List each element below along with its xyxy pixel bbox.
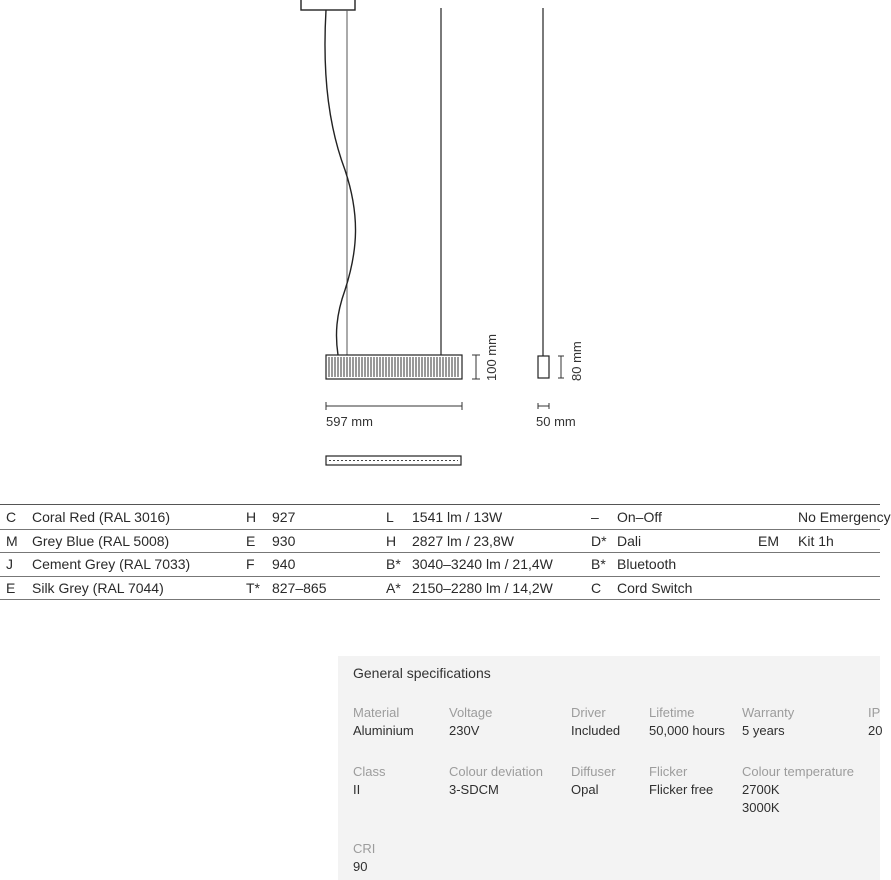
power-cord: [325, 10, 356, 355]
spec-value: II: [353, 782, 361, 797]
colour-code: E: [6, 579, 16, 596]
spec-diffuser: [571, 763, 616, 799]
spec-label: Material: [353, 705, 400, 720]
spec-label: Driver: [571, 705, 606, 720]
spec-value: 230V: [449, 723, 480, 738]
dim-width-tube: 50 mm: [536, 414, 576, 429]
output-value: 2150–2280 lm / 14,2W: [412, 579, 553, 596]
control-value: Bluetooth: [617, 556, 677, 572]
spec-voltage: [449, 704, 492, 740]
spec-value: 3-SDCM: [449, 782, 499, 797]
spec-value: Opal: [571, 782, 599, 797]
control-code: D*: [591, 532, 607, 549]
spec-label: Class: [353, 764, 386, 779]
spec-label: Diffuser: [571, 764, 616, 779]
dim-width-pendant: 597 mm: [326, 414, 373, 429]
dim-height-tube: 80 mm: [569, 341, 584, 381]
ceiling-canopy: [301, 0, 355, 10]
spec-label: IP: [868, 705, 881, 720]
spec-flicker: [649, 763, 713, 799]
dim-height-pendant: 100 mm: [484, 334, 499, 381]
spec-value: 50,000 hours: [649, 723, 725, 738]
spec-class: [353, 763, 386, 799]
spec-value: 90: [353, 859, 368, 874]
output-code: A*: [386, 579, 401, 596]
spec-label: Voltage: [449, 705, 493, 720]
spec-label: Flicker: [649, 764, 688, 779]
cct-value: 940: [272, 556, 296, 572]
spec-label: Warranty: [742, 705, 795, 720]
spec-value: 2700K 3000K: [742, 782, 780, 815]
spec-warranty: [742, 704, 794, 740]
output-value: 2827 lm / 23,8W: [412, 532, 514, 549]
cct-value: 930: [272, 532, 296, 549]
colour-code: C: [6, 509, 17, 525]
spec-driver: [571, 704, 620, 740]
colour-name: Grey Blue (RAL 5008): [32, 532, 170, 549]
output-value: 3040–3240 lm / 21,4W: [412, 556, 553, 572]
spec-value: Aluminium: [353, 723, 414, 738]
emergency-value: Kit 1h: [798, 532, 834, 549]
control-value: Dali: [617, 532, 642, 549]
options-table: [0, 504, 891, 599]
cct-code: F: [246, 556, 255, 572]
output-code: B*: [386, 556, 401, 572]
cct-code: H: [246, 509, 257, 525]
table-row: [0, 576, 880, 601]
spec-label: CRI: [353, 841, 376, 856]
colour-name: Coral Red (RAL 3016): [32, 509, 170, 525]
spec-colour-temperature: [742, 763, 854, 817]
spec-label: Colour temperature: [742, 764, 854, 779]
control-code: B*: [591, 556, 606, 572]
spec-value: 5 years: [742, 723, 785, 738]
table-row: [0, 505, 891, 530]
spec-value: 20: [868, 723, 883, 738]
cct-value: 927: [272, 509, 296, 525]
general-specifications-panel: [338, 656, 883, 880]
control-code: C: [591, 579, 602, 596]
control-value: Cord Switch: [617, 579, 693, 596]
colour-code: M: [6, 532, 18, 549]
output-code: H: [386, 532, 397, 549]
spec-material: [353, 704, 414, 740]
table-row: [0, 552, 880, 577]
cct-value: 827–865: [272, 579, 327, 596]
tube-body: [538, 356, 549, 378]
colour-name: Silk Grey (RAL 7044): [32, 579, 164, 596]
spec-ip: [868, 704, 882, 740]
table-row: [0, 529, 880, 554]
colour-name: Cement Grey (RAL 7033): [32, 556, 191, 572]
pendant-body: [326, 355, 462, 379]
cct-code: E: [246, 532, 256, 549]
output-code: L: [386, 509, 394, 525]
control-code: –: [591, 509, 599, 525]
spec-colour-deviation: [449, 763, 543, 799]
output-value: 1541 lm / 13W: [412, 509, 503, 525]
spec-title: General specifications: [353, 665, 491, 681]
spec-lifetime: [649, 704, 725, 740]
control-value: On–Off: [617, 509, 662, 525]
spec-label: Colour deviation: [449, 764, 543, 779]
spec-label: Lifetime: [649, 705, 695, 720]
emergency-value: No Emergency: [798, 509, 891, 525]
cct-code: T*: [246, 579, 260, 596]
colour-code: J: [6, 556, 13, 572]
spec-value: Included: [571, 723, 621, 738]
spec-value: Flicker free: [649, 782, 714, 797]
emergency-code: EM: [758, 532, 779, 549]
spec-cri: [353, 840, 375, 876]
